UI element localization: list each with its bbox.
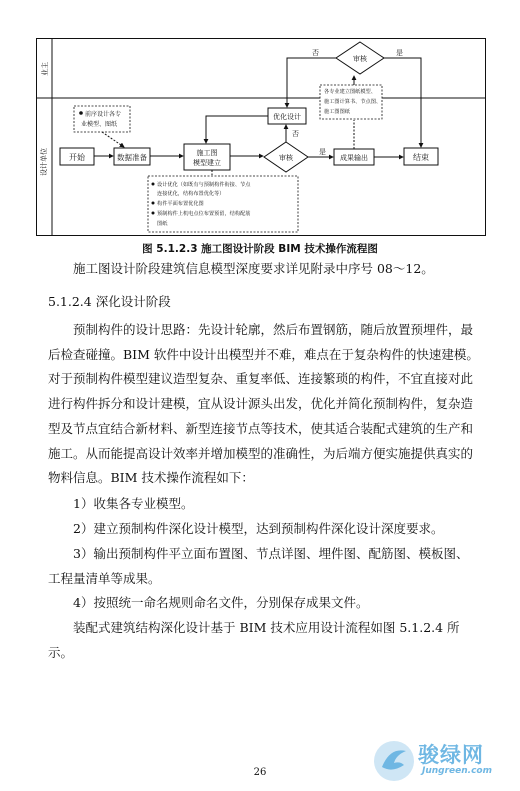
svg-text:设计优化（如既有与预制构件衔接、节点: 设计优化（如既有与预制构件衔接、节点 bbox=[157, 182, 251, 188]
collect-models-node bbox=[74, 106, 130, 132]
collect-label-line2: 业模型、图纸 bbox=[81, 121, 118, 128]
paragraph-design-approach: 预制构件的设计思路：先设计轮廓，然后布置钢筋，随后放置预埋件，最后检查碰撞。BIM 软件中设计出模型并不难，难点在于复杂构件的快速建模。对于预制构件模型建议造型复杂、重复率低、连接繁琐的构件，不宜直接对此进行构件拆分和设计建模，宜从设计源头出发，优化并简化预制构件，复杂造型及节点宜结合新材料、新型连接节点等技术，使其适合装配式建筑的生产和施工。从而能提高设计效率并增加模型的准确性，为后端方便实施提供真实的物料信息。BIM 技术操作流程如下： bbox=[48, 322, 479, 486]
no-label-2: 否 bbox=[312, 49, 319, 57]
svg-text:结束: 结束 bbox=[413, 153, 429, 162]
svg-text:优化设计: 优化设计 bbox=[273, 113, 301, 121]
start-label: 开始 bbox=[69, 153, 85, 162]
svg-text:施工图计算书、节点图、: 施工图计算书、节点图、 bbox=[324, 99, 382, 105]
section-heading: 5.1.2.4 深化设计阶段 bbox=[48, 294, 171, 309]
svg-text:各专业建立图纸模型、: 各专业建立图纸模型、 bbox=[324, 89, 376, 95]
figure-caption: 图 5.1.2.3 施工图设计阶段 BIM 技术操作流程图 bbox=[142, 243, 378, 255]
yes-label-2: 是 bbox=[396, 49, 403, 57]
list-item-4: 4）按照统一命名规则命名文件，分别保存成果文件。 bbox=[73, 595, 369, 610]
watermark-logo-icon bbox=[372, 739, 416, 783]
svg-text:预制构件上机电点位布置预留，结构配筋: 预制构件上机电点位布置预留，结构配筋 bbox=[157, 211, 251, 217]
page-number: 26 bbox=[253, 767, 267, 778]
lane-label-designer bbox=[39, 148, 48, 176]
svg-text:施工图图纸: 施工图图纸 bbox=[324, 109, 350, 115]
svg-text:审核: 审核 bbox=[279, 154, 293, 162]
watermark-text-en: Jungreen.com bbox=[422, 766, 492, 776]
lane-label-owner bbox=[40, 62, 49, 76]
svg-text:设计单位: 设计单位 bbox=[40, 148, 48, 176]
list-item-3: 3）输出预制构件平立面布置图、节点详图、埋件图、配筋图、模板图、工程量清单等成果。 bbox=[48, 546, 469, 586]
svg-text:连接优化，结构布置优化等）: 连接优化，结构布置优化等） bbox=[157, 191, 225, 197]
svg-text:施工图: 施工图 bbox=[196, 149, 218, 157]
collect-label-line1: 前序设计各专 bbox=[85, 111, 122, 118]
watermark-text-cn: 骏绿网 bbox=[418, 743, 484, 767]
bim-workflow-flowchart bbox=[36, 38, 486, 236]
no-label-1: 否 bbox=[292, 130, 299, 138]
svg-text:业主: 业主 bbox=[41, 62, 49, 76]
list-item-1: 1）收集各专业模型。 bbox=[73, 496, 194, 511]
data-prep-label: 数据准备 bbox=[117, 153, 147, 162]
paragraph-model-depth: 施工图设计阶段建筑信息模型深度要求详见附录中序号 08～12。 bbox=[73, 261, 434, 276]
yes-label-1: 是 bbox=[319, 148, 326, 156]
svg-text:成果输出: 成果输出 bbox=[340, 154, 368, 162]
svg-text:图纸: 图纸 bbox=[157, 221, 168, 227]
svg-text:构件平面布置优化图: 构件平面布置优化图 bbox=[157, 201, 204, 207]
svg-text:模型建立: 模型建立 bbox=[193, 159, 221, 167]
list-item-2: 2）建立预制构件深化设计模型，达到预制构件深化设计深度要求。 bbox=[73, 521, 444, 536]
svg-text:审核: 审核 bbox=[353, 55, 367, 63]
watermark bbox=[372, 737, 502, 787]
paragraph-figure-reference: 装配式建筑结构深化设计基于 BIM 技术应用设计流程如图 5.1.2.4 所示。 bbox=[48, 620, 460, 660]
